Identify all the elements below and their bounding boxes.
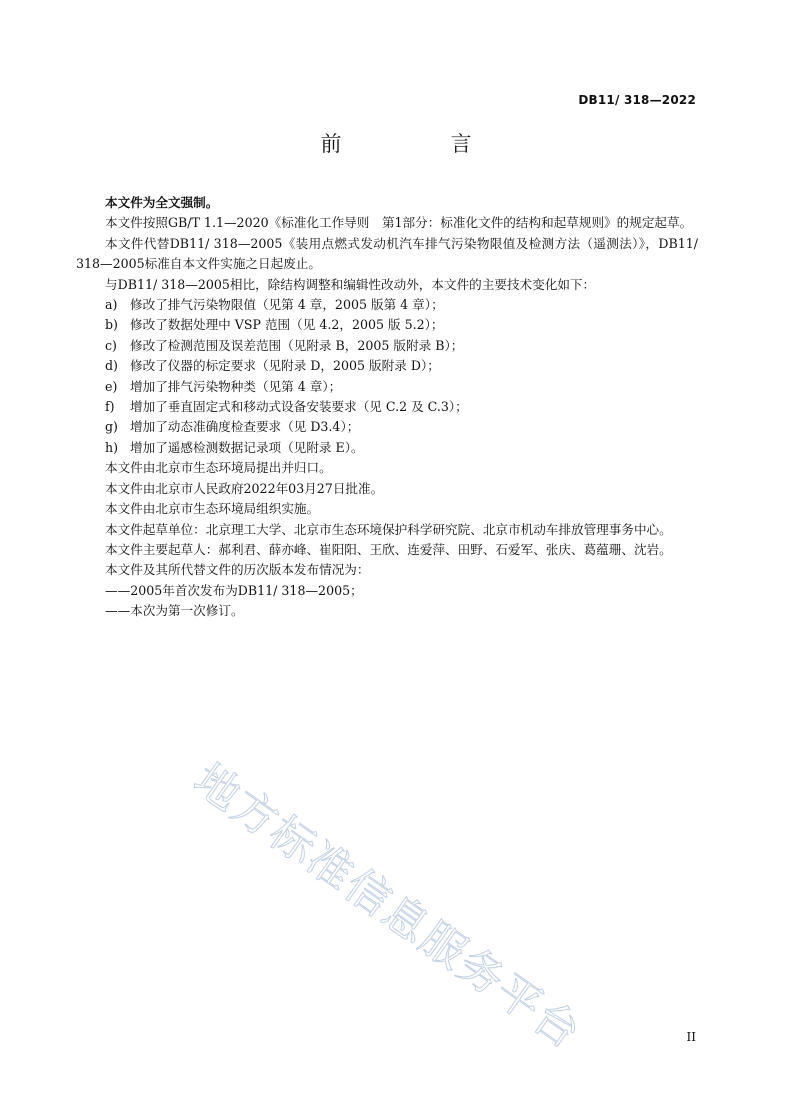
organized-by: 本文件由北京市生态环境局组织实施。 <box>105 501 320 517</box>
drafters: 本文件主要起草人：郝利君、薛亦峰、崔阳阳、王欣、连爱萍、田野、石爱军、张庆、葛蕴珊、沈岩。 <box>105 541 672 557</box>
list-item: d) 修改了仪器的标定要求（见附录 D，2005 版附录 D）； <box>105 358 440 374</box>
watermark: 地方标准信息服务平台 <box>184 754 591 1060</box>
approved-by: 本文件由北京市人民政府2022年03月27日批准。 <box>105 480 384 496</box>
mandatory-statement: 本文件为全文强制。 <box>105 195 219 210</box>
history-item: ——2005年首次发布为DB11/ 318—2005； <box>105 582 363 598</box>
list-item: h) 增加了遥感检测数据记录项（见附录 E）。 <box>105 439 364 455</box>
list-item: b) 修改了数据处理中 VSP 范围（见 4.2，2005 版 5.2）； <box>105 317 444 333</box>
replacement-paragraph: 本文件代替DB11/ 318—2005《装用点燃式发动机汽车排气污染物限值及检测方法（遥测法）》，DB11/ 318—2005标准自本文件实施之日起废止。 <box>76 235 698 272</box>
foreword-body <box>76 193 698 622</box>
list-item: g) 增加了动态准确度检查要求（见 D3.4）； <box>105 419 360 435</box>
drafting-rules-paragraph: 本文件按照GB/T 1.1—2020《标准化工作导则 第1部分：标准化文件的结构和起草规则》的规定起草。 <box>105 215 693 231</box>
page-title: 前 言 <box>320 132 516 156</box>
page-number: II <box>686 1030 696 1044</box>
drafting-units: 本文件起草单位：北京理工大学、北京市生态环境保护科学研究院、北京市机动车排放管理事务中心。 <box>105 521 672 537</box>
list-item: f) 增加了垂直固定式和移动式设备安装要求（见 C.2 及 C.3）； <box>105 399 468 415</box>
list-item: c) 修改了检测范围及误差范围（见附录 B，2005 版附录 B）； <box>105 337 464 353</box>
history-item: ——本次为第一次修订。 <box>105 603 244 619</box>
history-intro: 本文件及其所代替文件的历次版本发布情况为： <box>105 562 370 578</box>
changes-intro: 与DB11/ 318—2005相比，除结构调整和编辑性改动外，本文件的主要技术变化如下： <box>105 276 596 292</box>
changes-list <box>76 295 698 458</box>
list-item: a) 修改了排气污染物限值（见第 4 章，2005 版第 4 章）； <box>105 297 444 313</box>
standard-code: DB11/ 318—2022 <box>578 93 696 107</box>
list-item: e) 增加了排气污染物种类（见第 4 章）； <box>105 378 342 394</box>
proposed-by: 本文件由北京市生态环境局提出并归口。 <box>105 460 332 476</box>
